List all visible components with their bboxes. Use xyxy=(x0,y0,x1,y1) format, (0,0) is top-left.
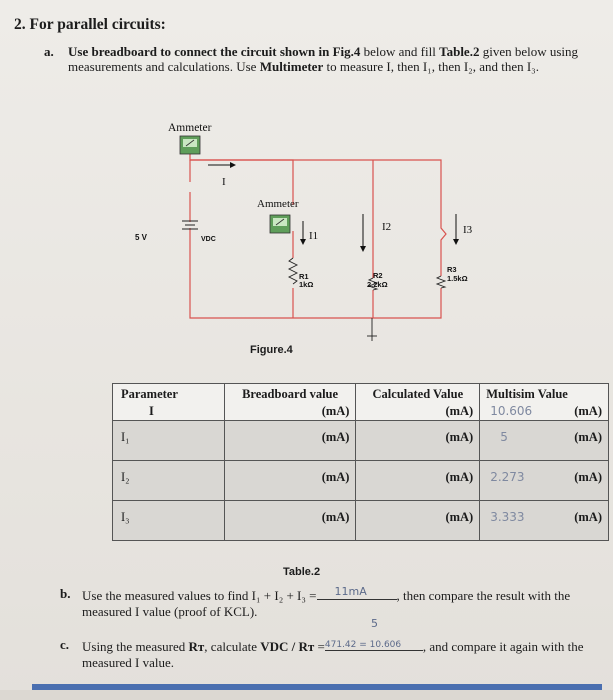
table-reference: Table.2 xyxy=(439,44,480,59)
answer-blank-c[interactable] xyxy=(325,637,423,651)
table-row xyxy=(113,461,609,501)
handwritten-answer-b: 11mA xyxy=(334,585,367,598)
handwritten-multisim-i2: 2.273 xyxy=(490,470,525,484)
header-calculated-label: Calculated Value xyxy=(372,387,464,401)
formula: VDC / Rᴛ xyxy=(260,639,315,654)
unit-label: (mA) xyxy=(445,430,474,444)
unit-label: (mA) xyxy=(574,470,602,484)
current-arrowhead-i1 xyxy=(300,239,306,245)
r3-value: 1.5kΩ xyxy=(447,274,468,283)
rt-symbol: Rᴛ xyxy=(188,639,205,654)
header-parameter-sub: I xyxy=(149,404,154,418)
current-label-i3: I3 xyxy=(463,224,473,236)
r1-name: R1 xyxy=(299,272,309,281)
dc-source-icon xyxy=(182,221,198,229)
r2-value: 2.2kΩ xyxy=(367,280,388,289)
fig-reference: Fig.4 xyxy=(332,44,361,59)
header-breadboard-unit: (mA) xyxy=(321,404,350,418)
multisim-cell[interactable] xyxy=(480,461,609,501)
current-arrowhead-i2 xyxy=(360,246,366,252)
header-breadboard-label: Breadboard value xyxy=(242,387,339,401)
instruction-a xyxy=(44,44,584,74)
header-calculated xyxy=(356,384,480,421)
text-a-1: Use breadboard to connect the circuit shown in xyxy=(68,44,333,59)
text-a-4: to measure I, then I₁, then I₂, and then I₃. xyxy=(323,59,539,74)
unit-label: (mA) xyxy=(574,510,602,524)
source-voltage-label: 5 V xyxy=(135,233,148,242)
unit-label: (mA) xyxy=(445,510,474,524)
resistor-r3-icon xyxy=(437,276,445,288)
text-c-1: Using the measured xyxy=(82,639,189,654)
text-a-2: below and fill xyxy=(360,44,440,59)
header-multisim-unit: (mA) xyxy=(574,404,602,418)
current-arrowhead-total xyxy=(230,162,236,168)
text-c-2: , calculate xyxy=(204,639,261,654)
r2-name: R2 xyxy=(373,271,383,280)
handwritten-answer-c: 471.42 = 10.606 xyxy=(324,640,402,650)
table-header-row xyxy=(113,384,609,421)
text-b-2: , then compare the result with the measured I value (proof of KCL). xyxy=(82,588,571,619)
header-breadboard xyxy=(224,384,356,421)
handwritten-multisim-i: 10.606 xyxy=(490,404,533,418)
breadboard-cell[interactable] xyxy=(224,501,356,541)
unit-label: (mA) xyxy=(445,470,474,484)
resistor-r1-icon xyxy=(289,258,297,284)
param-cell: I₂ xyxy=(113,461,225,501)
page-bottom-shadow xyxy=(0,690,613,700)
header-multisim-label: Multisim Value xyxy=(486,387,568,401)
ammeter-branch-icon xyxy=(270,215,290,233)
instruction-b xyxy=(60,586,600,620)
breadboard-cell[interactable] xyxy=(224,461,356,501)
source-type-label: VDC xyxy=(201,236,216,243)
current-label-total: I xyxy=(222,176,226,188)
item-label-a: a. xyxy=(44,44,54,59)
table-caption: Table.2 xyxy=(283,566,321,578)
text-c-3: = xyxy=(314,639,325,654)
unit-label: (mA) xyxy=(321,470,350,484)
current-arrowhead-i3 xyxy=(453,239,459,245)
text-b-1: Use the measured values to find I₁ + I₂ + I₃ = xyxy=(82,588,317,603)
unit-label: (mA) xyxy=(574,430,602,444)
ammeter-top-icon xyxy=(180,136,200,154)
calculated-cell[interactable] xyxy=(356,501,480,541)
unit-label: (mA) xyxy=(321,430,350,444)
header-calculated-unit: (mA) xyxy=(445,404,474,418)
header-multisim xyxy=(480,384,609,421)
param-cell: I₃ xyxy=(113,501,225,541)
handwritten-multisim-i1: 5 xyxy=(500,430,508,444)
r1-value: 1kΩ xyxy=(299,280,314,289)
multisim-cell[interactable] xyxy=(480,421,609,461)
header-parameter-label: Parameter xyxy=(121,387,178,401)
ammeter-top-label: Ammeter xyxy=(168,122,212,134)
unit-label: (mA) xyxy=(321,510,350,524)
instrument-name: Multimeter xyxy=(259,59,324,74)
parallel-circuit-diagram xyxy=(110,118,510,358)
answer-blank-b[interactable] xyxy=(317,586,397,600)
ground-icon xyxy=(367,318,377,341)
param-cell: I₁ xyxy=(113,421,225,461)
header-parameter xyxy=(113,384,225,421)
breadboard-cell[interactable] xyxy=(224,421,356,461)
table-2 xyxy=(112,383,609,541)
text-c-4: , and compare it again with the measured I value. xyxy=(82,639,584,670)
multisim-cell[interactable] xyxy=(480,501,609,541)
instruction-c xyxy=(60,637,605,671)
r3-name: R3 xyxy=(447,265,457,274)
item-label-c: c. xyxy=(60,637,70,652)
calculated-cell[interactable] xyxy=(356,421,480,461)
current-label-i2: I2 xyxy=(382,221,392,233)
item-label-b: b. xyxy=(60,586,71,601)
table-row xyxy=(113,421,609,461)
ammeter-branch-label: Ammeter xyxy=(257,198,299,210)
table-row xyxy=(113,501,609,541)
handwritten-multisim-i3: 3.333 xyxy=(490,510,525,524)
handwritten-numerator: 5 xyxy=(371,617,378,630)
figure-caption: Figure.4 xyxy=(250,344,293,356)
current-label-i1: I1 xyxy=(309,230,319,242)
calculated-cell[interactable] xyxy=(356,461,480,501)
section-heading: 2. For parallel circuits: xyxy=(14,16,166,33)
text-a-3: given below using measurements and calculations. Use xyxy=(68,44,579,74)
